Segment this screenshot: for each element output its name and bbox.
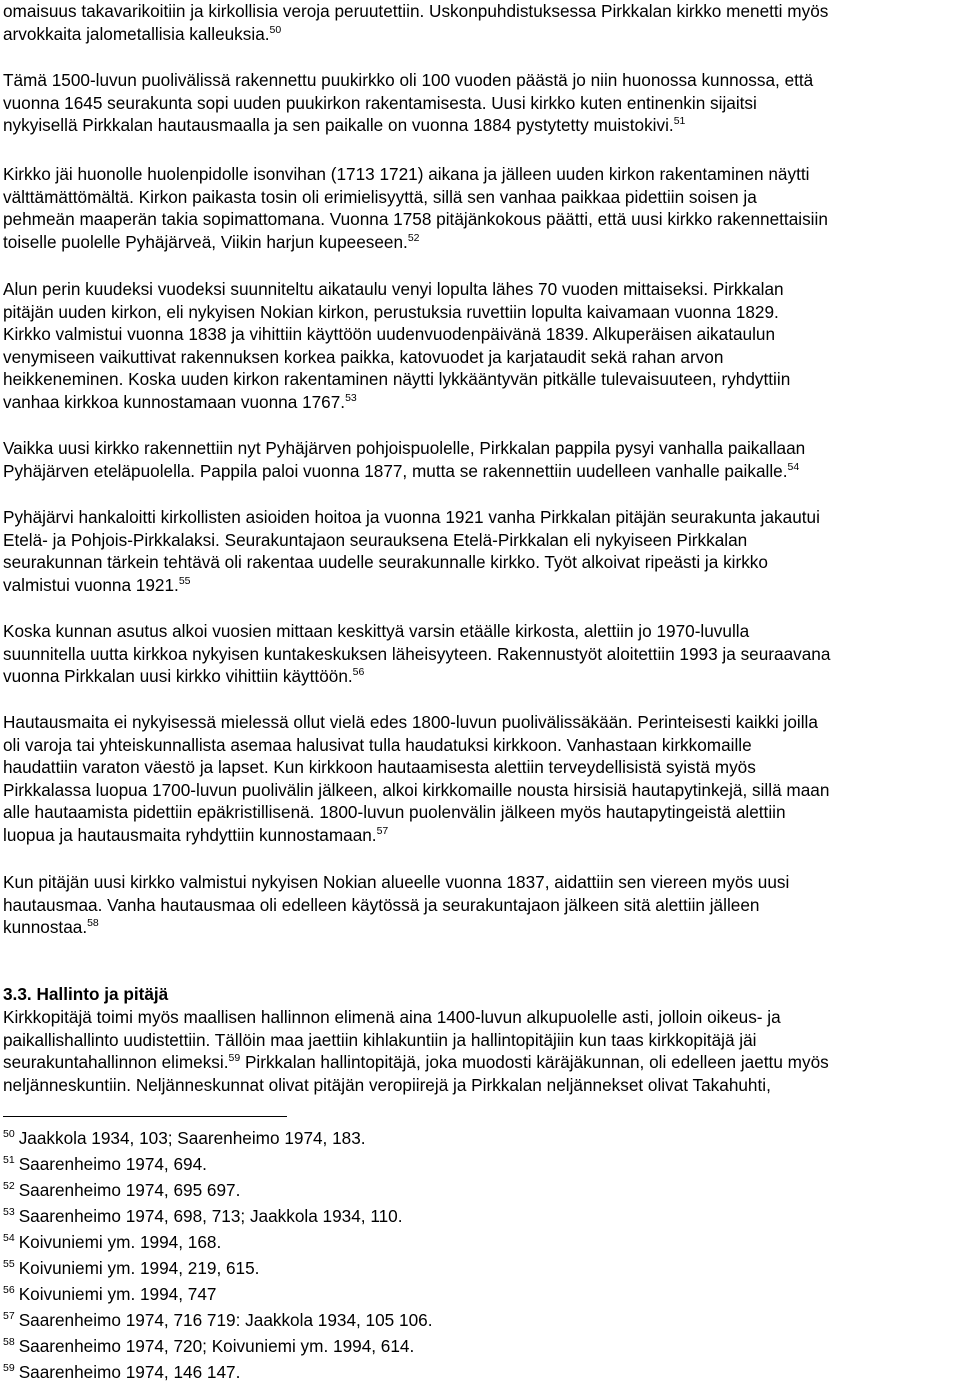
- footnote-ref[interactable]: 54: [787, 460, 800, 473]
- paragraph: [3, 278, 790, 414]
- footnote-text: Saarenheimo 1974, 716 719: Jaakkola 1934, 105 106.: [18, 1310, 433, 1330]
- footnote-ref[interactable]: 53: [345, 391, 357, 404]
- footnote: [3, 1281, 432, 1307]
- footnote-ref[interactable]: 50: [269, 23, 282, 36]
- footnote-ref[interactable]: 52: [407, 231, 420, 244]
- paragraph-text: Vaikka uusi kirkko rakennettiin nyt Pyhäjärven pohjoispuolelle, Pirkkalan pappila pysyi vanhalla paikallaan Pyhäjärven eteläpuolella. Pappila paloi vuonna 1877, mutta se rakennettiin uudelleen vanhalle paikalle.: [3, 438, 806, 481]
- paragraph: [3, 163, 828, 253]
- paragraph-text: Koska kunnan asutus alkoi vuosien mittaan keskittyä varsin etäälle kirkosta, alettiin jo 1970-luvulla suunnitella uutta kirkkoa nykyisen kuntakeskuksen läheisyyteen. Rakennustyöt aloitettiin 1993 ja seuraavana vuonna Pirkkalan uusi kirkko vihittiin käyttöön.: [3, 621, 831, 687]
- paragraph-text: Alun perin kuudeksi vuodeksi suunniteltu aikataulu venyi lopulta lähes 70 vuoden mittaiseksi. Pirkkalan pitäjän uuden kirkon, eli nykyisen Nokian kirkon, perustuksia ruvettiin lopulta kaivamaan vuonna 1829. Kirkko valmistui vuonna 1838 ja vihittiin käyttöön uudenvuodenpäivänä 1839. Alkuperäisen aikataulun venymiseen vaikuttivat rakennuksen korkea paikka, katovuodet ja karjataudit sekä rahan arvon heikkeneminen. Koska uuden kirkon rakentaminen näytti lykkääntyvän pitkälle tulevaisuuteen, ryhdyttiin vanhaa kirkkoa kunnostamaan vuonna 1767.: [3, 279, 791, 412]
- footnote: [3, 1151, 432, 1177]
- footnote-text: Saarenheimo 1974, 694.: [18, 1154, 207, 1174]
- footnote: [3, 1177, 432, 1203]
- footnote-separator: [3, 1116, 287, 1117]
- footnote-number: 54: [3, 1232, 15, 1244]
- paragraph: [3, 0, 828, 45]
- paragraph: [3, 437, 805, 482]
- footnote-ref[interactable]: 51: [673, 115, 686, 128]
- paragraph: [3, 1006, 829, 1096]
- paragraph-text: Pyhäjärvi hankaloitti kirkollisten asioiden hoitoa ja vuonna 1921 vanha Pirkkalan pitäjän seurakunta jakautui Etelä- ja Pohjois-Pirkkalaksi. Seurakuntajaon seurauksena Etelä-Pirkkalan eli nykyiseen Pirkkalan seurakunnan tärkein tehtävä oli rakentaa uudelle seurakunnalle kirkko. Työt alkoivat ripeästi ja kirkko valmistui vuonna 1921.: [3, 507, 820, 595]
- paragraph: [3, 506, 820, 596]
- footnote-text: Koivuniemi ym. 1994, 168.: [18, 1232, 222, 1252]
- footnote-ref[interactable]: 58: [87, 917, 99, 930]
- footnote-number: 57: [3, 1310, 15, 1322]
- footnote-number: 53: [3, 1206, 15, 1218]
- footnotes-list: [3, 1125, 432, 1385]
- footnote: [3, 1125, 432, 1151]
- footnote-number: 52: [3, 1180, 15, 1192]
- paragraph-text: omaisuus takavarikoitiin ja kirkollisia veroja peruutettiin. Uskonpuhdistuksessa Pirkkalan kirkko menetti myös arvokkaita jalometallisia kalleuksia.: [3, 1, 829, 44]
- footnote: [3, 1359, 432, 1385]
- footnote: [3, 1229, 432, 1255]
- footnote-text: Saarenheimo 1974, 695 697.: [18, 1180, 241, 1200]
- footnote-text: Saarenheimo 1974, 720; Koivuniemi ym. 1994, 614.: [18, 1336, 415, 1356]
- paragraph-text: Kirkko jäi huonolle huolenpidolle isonvihan (1713 1721) aikana ja jälleen uuden kirkon rakentaminen näytti välttämättömältä. Kirkon paikasta tosin oli erimielisyyttä, sillä sen vanhaa paikkaa pidettiin soisen ja pehmeän maaperän takia sopimattomana. Vuonna 1758 pitäjänkokous päätti, että uusi kirkko rakennettaisiin toiselle puolelle Pyhäjärveä, Viikin harjun kupeeseen.: [3, 164, 828, 252]
- footnote: [3, 1307, 432, 1333]
- footnote-text: Saarenheimo 1974, 146 147.: [18, 1362, 241, 1382]
- footnote-number: 55: [3, 1258, 15, 1270]
- paragraph-text: Kirkkopitäjä toimi myös maallisen hallinnon elimenä aina 1400-luvun alkupuolelle asti, jolloin oikeus- ja paikallishallinto uudistettiin. Tällöin maa jaettiin kihlakuntiin ja hallintopitäjiin kun taas kirkkopitäjä jäi seurakuntahallinnon elimeksi.: [3, 1007, 781, 1073]
- footnote-text: Saarenheimo 1974, 698, 713; Jaakkola 1934, 110.: [18, 1206, 403, 1226]
- footnote: [3, 1203, 432, 1229]
- footnote-ref[interactable]: 56: [352, 666, 365, 679]
- paragraph: [3, 620, 830, 688]
- paragraph: [3, 871, 789, 939]
- footnote-number: 56: [3, 1284, 15, 1296]
- footnote-number: 59: [3, 1362, 15, 1374]
- footnote-text: Koivuniemi ym. 1994, 747: [18, 1284, 217, 1304]
- footnote-number: 58: [3, 1336, 15, 1348]
- paragraph-text: Hautausmaita ei nykyisessä mielessä ollut vielä edes 1800-luvun puolivälissäkään. Perinteisesti kaikki joilla oli varoja tai yhteiskunnallista asemaa halusivat tulla haudatuksi kirkkoon. Vanhastaan kirkkomaille haudattiin varaton väestö ja lapset. Kun kirkkoon hautaamisesta alettiin terveydellisistä syistä myös Pirkkalassa luopua 1700-luvun puolivälin jälkeen, alkoi kirkkomaille nousta hirsisiä hautapytinkejä, sillä maan alle hautaamista pidettiin epäkristillisenä. 1800-luvun puolenvälin jälkeen myös hautapytingeistä alettiin luopua ja hautausmaita ryhdyttiin kunnostamaan.: [3, 712, 830, 845]
- paragraph-text: Tämä 1500-luvun puolivälissä rakennettu puukirkko oli 100 vuoden päästä jo niin huonossa kunnossa, että vuonna 1645 seurakunta sopi uuden puukirkon rakentamisesta. Uusi kirkko kuten entinenkin sijaitsi nykyisellä Pirkkalan hautausmaalla ja sen paikalle on vuonna 1884 pystytetty muistokivi.: [3, 70, 814, 136]
- paragraph: [3, 711, 829, 847]
- section-heading: 3.3. Hallinto ja pitäjä: [3, 984, 169, 1004]
- footnote-ref[interactable]: 57: [376, 824, 389, 837]
- paragraph-text: Pirkkalan hallintopitäjä, joka muodosti käräjäkunnan, oli edelleen jaettu myös neljänneskuntiin. Neljänneskunnat olivat pitäjän veropiirejä ja Pirkkalan neljännekset olivat Takahuhti,: [3, 1052, 829, 1095]
- footnote-ref[interactable]: 59: [228, 1052, 241, 1065]
- footnote-number: 50: [3, 1128, 15, 1140]
- footnote-text: Jaakkola 1934, 103; Saarenheimo 1974, 183.: [18, 1128, 366, 1148]
- footnote: [3, 1333, 432, 1359]
- footnote-ref[interactable]: 55: [178, 574, 191, 587]
- footnote: [3, 1255, 432, 1281]
- footnote-text: Koivuniemi ym. 1994, 219, 615.: [18, 1258, 260, 1278]
- paragraph-text: Kun pitäjän uusi kirkko valmistui nykyisen Nokian alueelle vuonna 1837, aidattiin sen viereen myös uusi hautausmaa. Vanha hautausmaa oli edelleen käytössä ja seurakuntajaon jälkeen sitä alettiin jälleen kunnostaa.: [3, 872, 790, 938]
- footnote-number: 51: [3, 1154, 15, 1166]
- paragraph: [3, 69, 813, 137]
